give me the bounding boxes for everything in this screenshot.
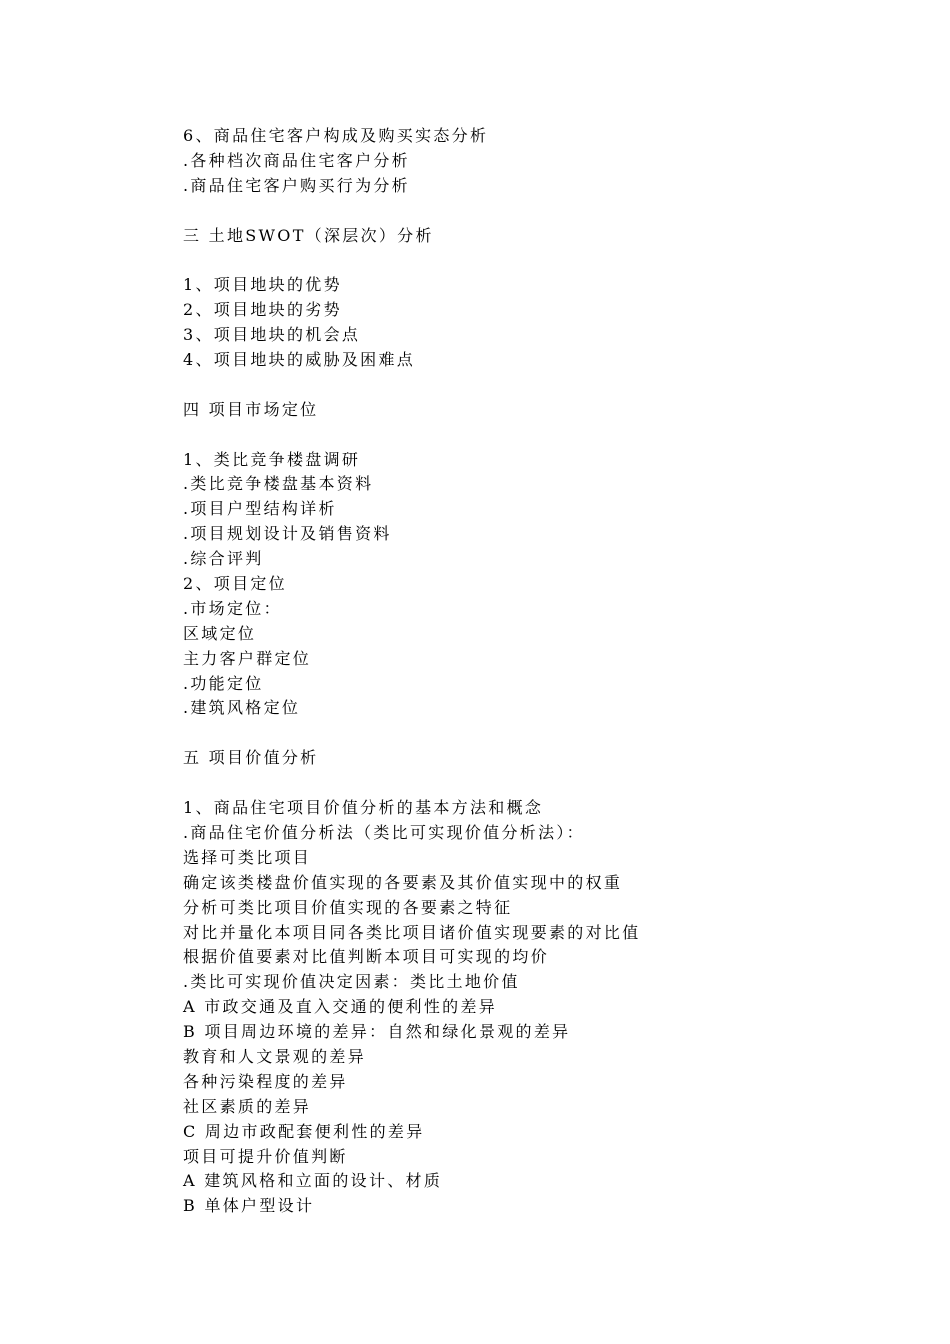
text-line: A 市政交通及直入交通的便利性的差异 xyxy=(183,997,498,1017)
text-line: 各种污染程度的差异 xyxy=(183,1071,348,1091)
document-body xyxy=(183,124,883,1219)
sub-item: .商品住宅价值分析法（类比可实现价值分析法）： xyxy=(183,822,585,842)
section-heading: 三 土地SWOT（深层次）分析 xyxy=(183,225,434,245)
text-line: C 周边市政配套便利性的差异 xyxy=(183,1121,425,1141)
item-heading: 1、类比竞争楼盘调研 xyxy=(183,449,361,469)
text-line: 教育和人文景观的差异 xyxy=(183,1046,367,1066)
text-line: B 项目周边环境的差异：自然和绿化景观的差异 xyxy=(183,1022,571,1042)
sub-item: .各种档次商品住宅客户分析 xyxy=(183,150,410,170)
section-heading: 五 项目价值分析 xyxy=(183,748,319,768)
blank-line xyxy=(183,423,883,448)
blank-line xyxy=(183,721,883,746)
text-line: 项目可提升价值判断 xyxy=(183,1146,348,1166)
item-heading: 2、项目地块的劣势 xyxy=(183,300,342,320)
sub-item: .商品住宅客户购买行为分析 xyxy=(183,175,410,195)
item-heading: 4、项目地块的威胁及困难点 xyxy=(183,350,416,370)
text-line: 选择可类比项目 xyxy=(183,847,312,867)
sub-item: .类比竞争楼盘基本资料 xyxy=(183,474,374,494)
item-heading: 1、商品住宅项目价值分析的基本方法和概念 xyxy=(183,798,544,818)
item-heading: 3、项目地块的机会点 xyxy=(183,325,361,345)
text-line: B 单体户型设计 xyxy=(183,1196,315,1216)
text-line: 分析可类比项目价值实现的各要素之特征 xyxy=(183,897,513,917)
sub-item: .市场定位： xyxy=(183,598,282,618)
sub-item: .建筑风格定位 xyxy=(183,698,301,718)
section-heading: 四 项目市场定位 xyxy=(183,399,319,419)
text-line: 确定该类楼盘价值实现的各要素及其价值实现中的权重 xyxy=(183,872,623,892)
sub-item: .项目户型结构详析 xyxy=(183,499,337,519)
blank-line xyxy=(183,248,883,273)
text-line: A 建筑风格和立面的设计、材质 xyxy=(183,1171,443,1191)
blank-line xyxy=(183,199,883,224)
sub-item: .项目规划设计及销售资料 xyxy=(183,524,392,544)
item-heading: 6、商品住宅客户构成及购买实态分析 xyxy=(183,126,489,145)
sub-item: .功能定位 xyxy=(183,673,264,693)
text-line: 社区素质的差异 xyxy=(183,1096,312,1116)
text-line: 对比并量化本项目同各类比项目诸价值实现要素的对比值 xyxy=(183,922,641,942)
text-line: 主力客户群定位 xyxy=(183,648,312,668)
sub-item: .综合评判 xyxy=(183,549,264,569)
item-heading: 1、项目地块的优势 xyxy=(183,275,342,295)
text-line: 根据价值要素对比值判断本项目可实现的均价 xyxy=(183,947,550,967)
text-line: 区域定位 xyxy=(183,623,257,643)
blank-line xyxy=(183,771,883,796)
item-heading: 2、项目定位 xyxy=(183,574,287,594)
blank-line xyxy=(183,373,883,398)
sub-item: .类比可实现价值决定因素：类比土地价值 xyxy=(183,972,520,992)
